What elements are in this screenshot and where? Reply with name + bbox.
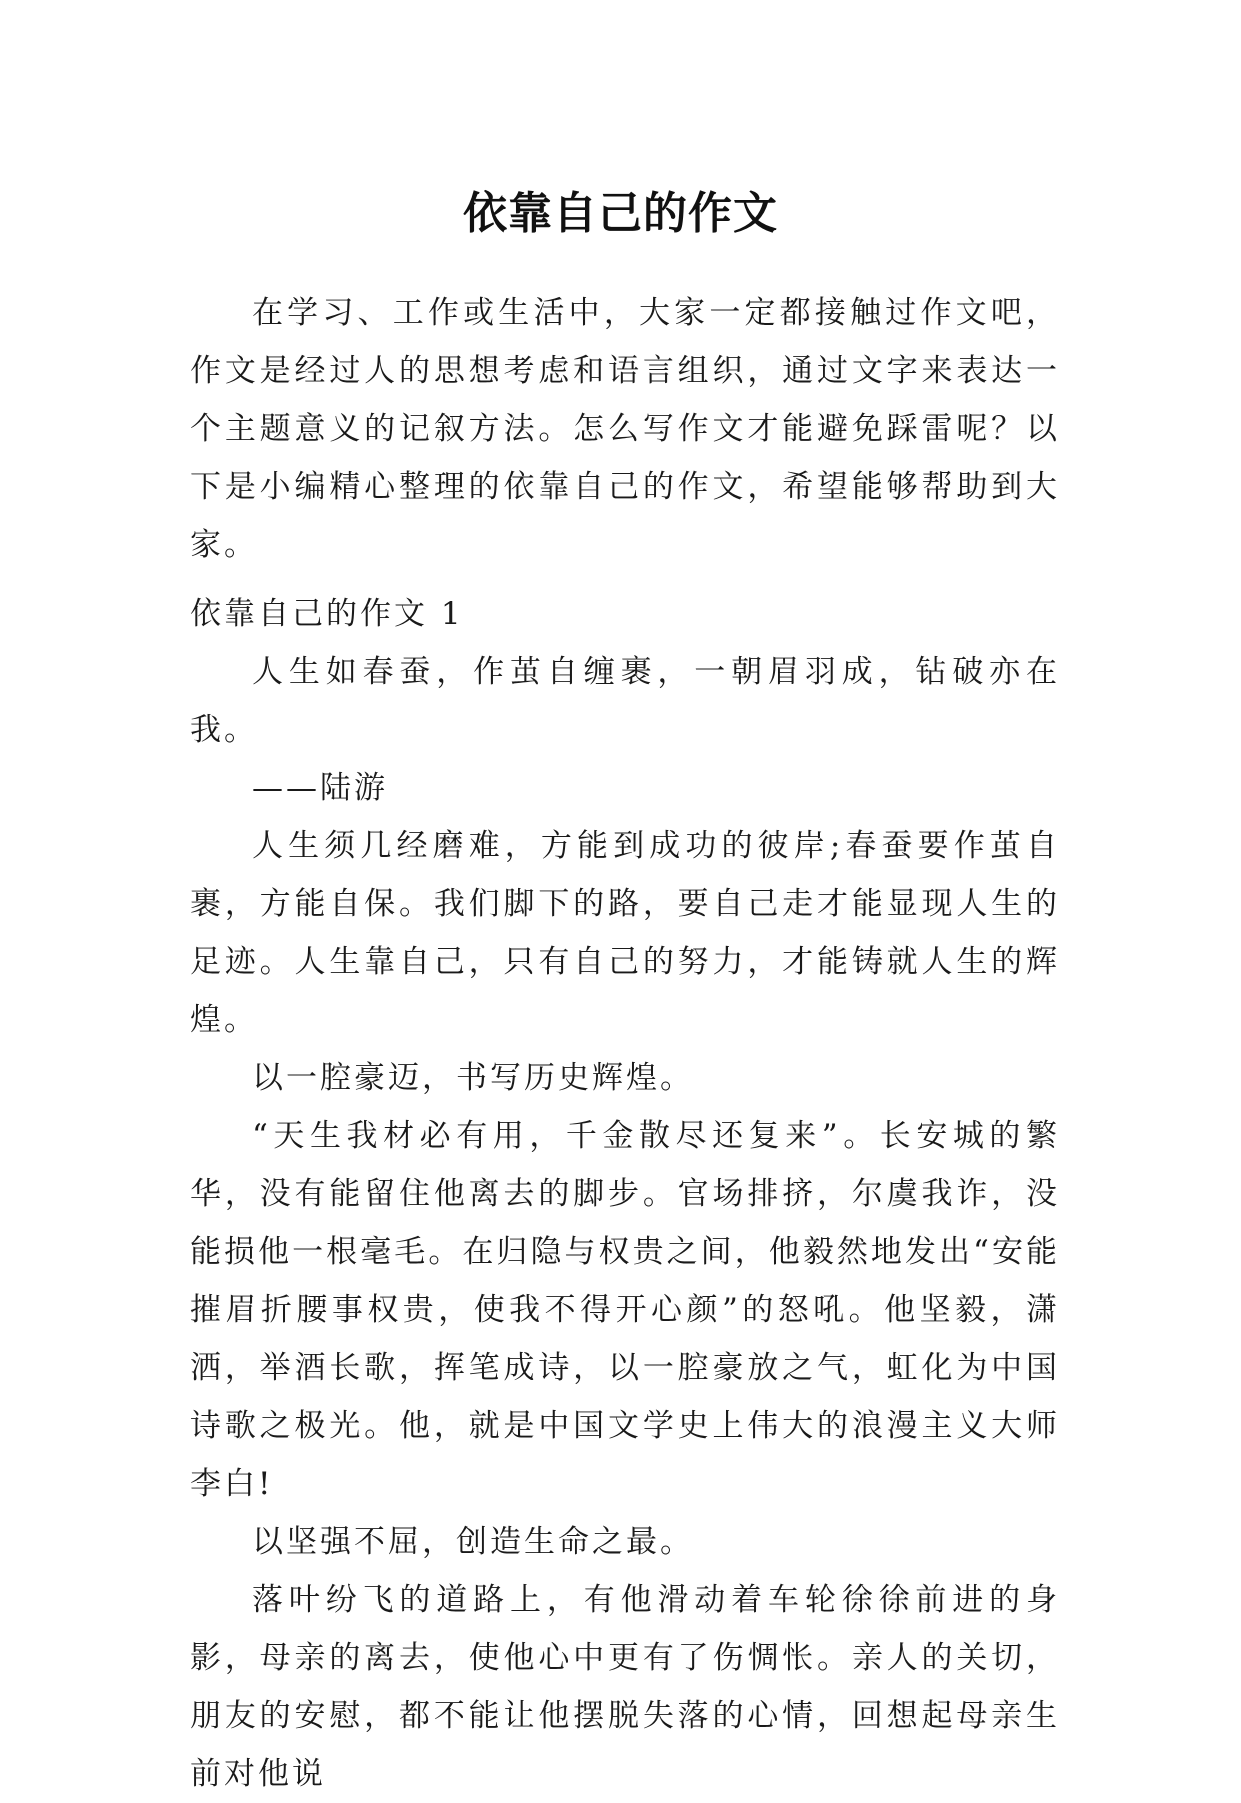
body-paragraph: “天生我材必有用，千金散尽还复来”。长安城的繁华，没有能留住他离去的脚步。官场排挤，尔虞我诈，没能损他一根毫毛。在归隐与权贵之间，他毅然地发出“安能摧眉折腰事权贵，使我不得开心颜”的怒吼。他坚毅，潇洒，举酒长歌，挥笔成诗，以一腔豪放之气，虹化为中国诗歌之极光。他，就是中国文学史上伟大的浪漫主义大师李白!	[190, 1118, 1060, 1502]
intro-section	[190, 284, 1060, 574]
quote-line: 人生如春蚕，作茧自缠裹，一朝眉羽成，钻破亦在我。	[190, 654, 1060, 748]
subheading-paragraph: 以一腔豪迈，书写历史辉煌。	[252, 1060, 694, 1096]
section-heading: 依靠自己的作文 1	[190, 596, 464, 632]
essay-section	[190, 585, 1060, 1803]
intro-paragraph: 在学习、工作或生活中，大家一定都接触过作文吧，作文是经过人的思想考虑和语言组织，通过文字来表达一个主题意义的记叙方法。怎么写作文才能避免踩雷呢？以下是小编精心整理的依靠自己的作文，希望能够帮助到大家。	[190, 295, 1060, 563]
subheading-paragraph: 以坚强不屈，创造生命之最。	[252, 1524, 694, 1560]
quote-attribution: ——陆游	[252, 770, 388, 806]
body-paragraph: 人生须几经磨难，方能到成功的彼岸;春蚕要作茧自裹，方能自保。我们脚下的路，要自己走才能显现人生的足迹。人生靠自己，只有自己的努力，才能铸就人生的辉煌。	[190, 828, 1060, 1038]
document-title: 依靠自己的作文	[463, 188, 778, 240]
body-paragraph: 落叶纷飞的道路上，有他滑动着车轮徐徐前进的身影，母亲的离去，使他心中更有了伤惆怅。亲人的关切，朋友的安慰，都不能让他摆脱失落的心情，回想起母亲生前对他说	[190, 1582, 1060, 1792]
